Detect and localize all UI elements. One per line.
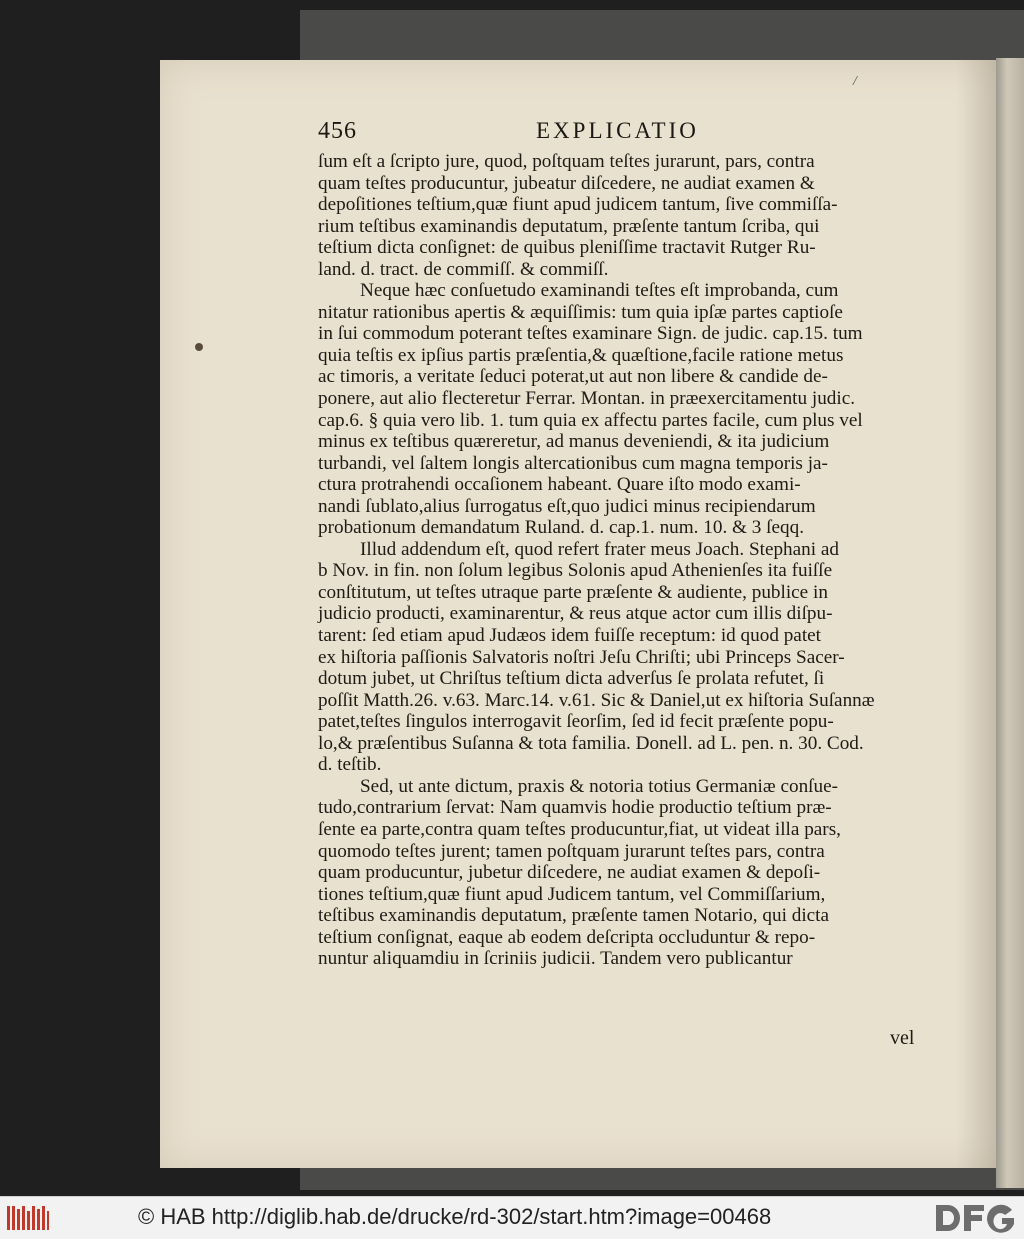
text-line: nuntur aliquamdiu in ſcriniis judicii. Tandem vero publicantur (318, 948, 793, 970)
text-line: ſum eſt a ſcripto jure, quod, poſtquam teſtes jurarunt, pars, contra (318, 151, 815, 172)
text-line: b Nov. in fin. non ſolum legibus Solonis apud Athenienſes ita fuiſſe (318, 560, 833, 582)
text-line: land. d. tract. de commiſſ. & commiſſ. (318, 258, 609, 280)
text-line: turbandi, vel ſaltem longis altercationibus cum magna temporis ja- (318, 452, 828, 474)
text-line: judicio producti, examinarentur, & reus atque actor cum illis diſpu- (318, 603, 833, 625)
catchword: vel (890, 1027, 915, 1049)
footer-bar (0, 1196, 1024, 1239)
hab-logo-icon[interactable] (6, 1203, 50, 1233)
page-number: 456 (318, 118, 357, 144)
text-line: patet,teſtes ſingulos interrogavit ſeorſim, ſed id fecit præſente popu- (318, 711, 834, 733)
text-line: teſtibus examinandis deputatum, præſente tamen Notario, qui dicta (318, 905, 830, 927)
text-line: nitatur rationibus apertis & æquiſſimis: tum quia ipſæ partes captioſe (318, 301, 843, 323)
text-line: probationum demandatum Ruland. d. cap.1. num. 10. & 3 ſeqq. (318, 517, 805, 539)
source-citation: © HAB http://diglib.hab.de/drucke/rd-302/start.htm?image=00468 (138, 1204, 772, 1229)
text-line: ponere, aut alio flecteretur Ferrar. Montan. in præexercitamentu judic. (318, 388, 856, 410)
text-line: conſtitutum, ut teſtes utraque parte præſente & audiente, publice in (318, 581, 828, 603)
text-line: teſtium dicta conſignet: de quibus pleniſſime tractavit Rutger Ru- (318, 237, 816, 259)
text-line: d. teſtib. (318, 754, 382, 776)
text-line: tiones teſtium,quæ fiunt apud Judicem tantum, vel Commiſſarium, (318, 883, 826, 905)
text-line: minus ex teſtibus quæreretur, ad manus deveniendi, & ita judicium (318, 431, 830, 453)
text-line: tarent: ſed etiam apud Judæos idem fuiſſe receptum: id quod patet (318, 625, 822, 647)
book-page (160, 60, 996, 1168)
text-line: cap.6. § quia vero lib. 1. tum quia ex affectu partes facile, cum plus vel (318, 409, 863, 431)
text-line: quia teſtis ex ipſius partis præſentia,& quæſtione,facile ratione metus (318, 344, 844, 366)
text-line: tudo,contrarium ſervat: Nam quamvis hodie productio teſtium præ- (318, 797, 832, 819)
text-line: lo,& præſentibus Suſanna & tota familia. Donell. ad L. pen. n. 30. Cod. (318, 732, 864, 754)
body-text (318, 151, 918, 970)
text-line: in ſui commodum poterant teſtes examinare Sign. de judic. cap.15. tum (318, 323, 863, 345)
ink-stain (195, 343, 203, 351)
text-line: ctura protrahendi occaſionem habeant. Quare iſto modo exami- (318, 474, 801, 496)
margin-mark: / (853, 74, 857, 89)
text-line: dotum jubet, ut Chriſtus teſtium dicta adverſus ſe prolata refutet, ſi (318, 668, 825, 690)
paragraph-start: Neque hæc conſuetudo examinandi teſtes eſt improbanda, cum (360, 280, 839, 302)
paragraph-start: Illud addendum eſt, quod refert frater meus Joach. Stephani ad (360, 538, 839, 560)
text-line: ſente ea parte,contra quam teſtes producuntur,fiat, ut videat illa pars, (318, 818, 841, 840)
text-line: depoſitiones teſtium,quæ fiunt apud judicem tantum, ſive commiſſa- (318, 194, 838, 216)
page-header (318, 118, 878, 148)
next-page-edge (996, 58, 1024, 1188)
text-line: poſſit Matth.26. v.63. Marc.14. v.61. Sic & Daniel,ut ex hiſtoria Suſannæ (318, 689, 875, 711)
text-line: ac timoris, a veritate ſeduci poterat,ut aut non libere & candide de- (318, 366, 828, 388)
dfg-logo-icon[interactable] (934, 1202, 1016, 1234)
running-head: EXPLICATIO (536, 118, 699, 143)
text-line: nandi ſublato,alius ſurrogatus eſt,quo judici minus recipiendarum (318, 495, 816, 517)
text-line: quam producuntur, jubetur diſcedere, ne audiat examen & depoſi- (318, 862, 821, 884)
paragraph-start: Sed, ut ante dictum, praxis & notoria totius Germaniæ conſue- (360, 775, 838, 797)
text-line: quam teſtes producuntur, jubeatur diſcedere, ne audiat examen & (318, 172, 815, 194)
text-line: teſtium conſignat, eaque ab eodem deſcripta occluduntur & repo- (318, 926, 816, 948)
text-line: quomodo teſtes jurent; tamen poſtquam jurarunt teſtes pars, contra (318, 840, 825, 862)
text-line: ex hiſtoria paſſionis Salvatoris noſtri Jeſu Chriſti; ubi Princeps Sacer- (318, 646, 845, 668)
text-line: rium teſtibus examinandis deputatum, præſente tantum ſcriba, qui (318, 215, 820, 237)
